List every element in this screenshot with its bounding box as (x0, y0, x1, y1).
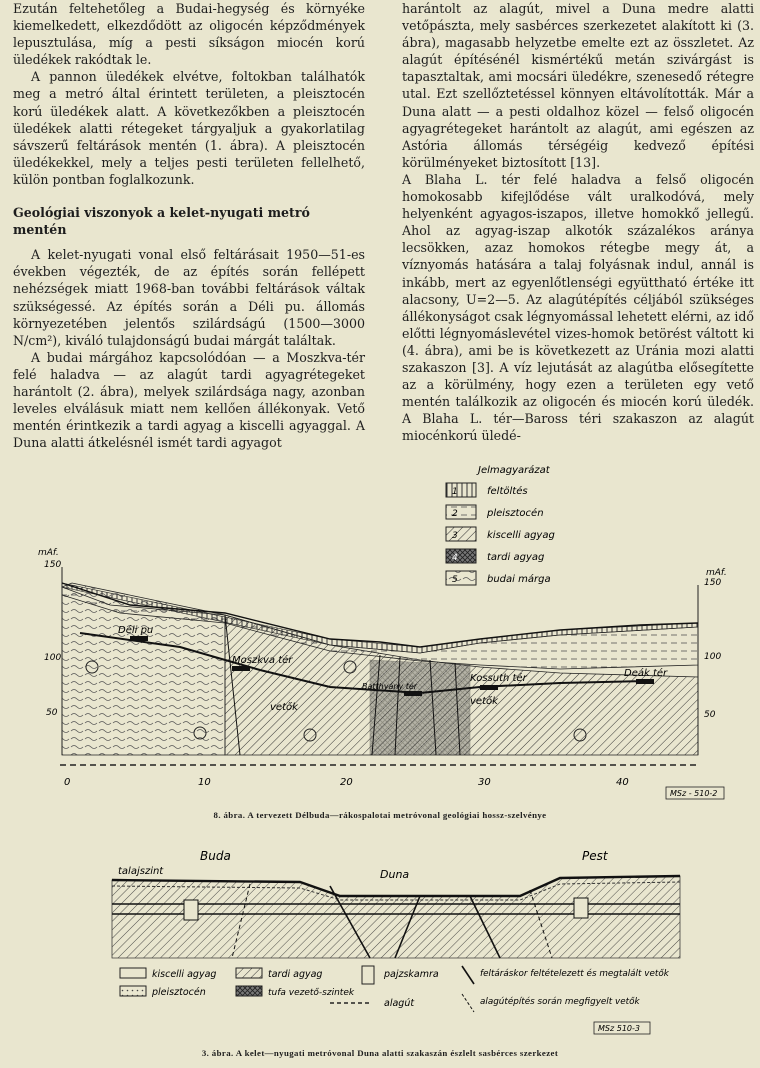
horst-section (112, 876, 680, 958)
section-layers (62, 583, 698, 755)
figure2-code: MSz - 510-2 (670, 789, 718, 798)
station-kossuth-ter: Kossuth tér (470, 673, 527, 684)
label-talajszint: talajszint (118, 866, 164, 877)
geological-section-drawing (0, 455, 760, 800)
section-heading: Geológiai viszonyok a kelet-nyugati metró mentén (13, 205, 310, 238)
distance-axis (60, 765, 700, 788)
veto-label-1: vetők (270, 702, 298, 713)
label-pest: Pest (582, 849, 608, 863)
horst-structure-figure (0, 838, 760, 1043)
x-tick-40: 40 (616, 777, 629, 788)
legend-label-3: kiscelli agyag (487, 530, 555, 541)
legend-item-3 (446, 527, 555, 541)
left-tick-150: 150 (44, 560, 62, 570)
left-paragraph-4: A budai márgához kapcsolódóan — a Moszkva-tér felé haladva — az alagút tardi agyagrétegeket harántolt (2. ábra), melyek szilárdsága nagy, azonban leveles elválásuk miatt nem kellően állékonyak. Vető mentén érintkezik a tardi agyag a kiscelli agyaggal. A Duna alatti átkelésnél ismét tardi agyagot (13, 349, 365, 451)
legend3-pajzskamra: pajzskamra (384, 969, 439, 980)
right-text-column (402, 0, 754, 444)
legend-label-2: pleisztocén (487, 508, 544, 519)
station-deak-ter: Deák tér (624, 668, 668, 679)
right-elevation-axis (698, 568, 727, 755)
right-tick-150: 150 (704, 578, 722, 588)
legend-label-5: budai márga (487, 574, 551, 585)
left-tick-100: 100 (44, 653, 62, 663)
figure2-caption: 8. ábra. A tervezett Délbuda—rákospalotai metróvonal geológiai hossz-szelvénye (213, 810, 547, 820)
left-paragraph-2: A pannon üledékek elvétve, foltokban találhatók meg a metró által érintett területen, a pleisztocén korú üledékek alatt. A következőkben a pleisztocén üledékek alatti rétegeket tárgyaljuk a gyakorlatilag sávszerű feltárások mentén (1. ábra). A pleisztocén üledékekkel, mely a teljes pesti területen fellelhető, külön pontban foglalkozunk. (13, 69, 365, 187)
left-paragraph-1: Ezután feltehetőleg a Budai-hegység és környéke kiemelkedett, elkezdődött az oligocén képződmények lepusztulása, míg a pesti síkságon miocén korú üledékek rakódtak le. (13, 1, 365, 68)
figure3-legend (120, 966, 670, 1012)
legend-label-1: feltöltés (487, 486, 528, 497)
veto-label-2: vetők (470, 696, 498, 707)
x-tick-20: 20 (340, 777, 353, 788)
station-moszkva-ter: Moszkva tér (232, 655, 293, 666)
geological-section-figure (0, 455, 760, 800)
left-tick-50: 50 (46, 708, 58, 718)
label-buda: Buda (200, 849, 231, 863)
figure3-code: MSz 510-3 (598, 1024, 640, 1033)
right-tick-50: 50 (704, 710, 716, 720)
legend3-pleisztocen: pleisztocén (152, 987, 206, 998)
left-text-column (13, 0, 365, 451)
station-batthyany-ter: Batthyány tér (362, 682, 418, 691)
label-duna: Duna (380, 868, 410, 881)
legend3-alagut: alagút (384, 998, 415, 1009)
right-paragraph-1: harántolt az alagút, mivel a Duna medre alatti vetőpászta, mely sasbérces szerkezetet alakított ki (3. ábra), magasabb helyzetbe emelte ezt az összletet. Az alagút építésénél kismértékű metán szivárgást is tapasztaltak, ami mocsári üledékre, szenesedő rétegre utal. Ezt szellőztetéssel könnyen eltávolították. Már a Duna alatt — a pesti oldalhoz közel — felső oligocén agyagrétegeket harántolt az alagút, ami egészen az Astória állomás térségéig kedvező építési körülményeket biztosított [13]. (402, 1, 754, 170)
legend-item-5 (446, 571, 551, 585)
legend3-tufa: tufa vezető-szintek (268, 988, 355, 998)
x-tick-0: 0 (64, 777, 71, 788)
horst-structure-drawing (0, 838, 760, 1043)
legend-num-3: 3 (452, 531, 458, 541)
legend-item-4 (446, 549, 544, 563)
legend3-tardi: tardi agyag (268, 969, 323, 980)
legend-item-1 (446, 483, 528, 497)
legend-item-2 (446, 505, 544, 519)
right-paragraph-2: A Blaha L. tér felé haladva a felső oligocén homokosabb kifejlődése vált uralkodóvá, mely helyenként agyagos-iszapos, illetve homokkő jellegű. Ahol az agyag-iszap alkotók százalékos aránya lecsökken, azaz homokos rétegbe megy át, a víznyomás hatására a talaj folyásnak indul, annál is inkább, mert az egyenlőtlenségi együttható értéke itt alacsony, U=2—5. Az alagútépítés céljából szükséges állékonyságot csak légnyomással lehetett elérni, az idő előtti légnyomáslevétel vizes-homok betörést váltott ki (4. ábra), ami be is következett az Uránia mozi alatti szakaszon [3]. A víz lejutását az alagútba elősegítette az a körülmény, hogy ezen a területen egy vető mentén találkozik az oligocén és miocén korú üledék. A Blaha L. tér—Baross téri szakaszon az alagút miocénkorú üledé- (402, 171, 754, 444)
legend3-megfigyelt-vetok: alagútépítés során megfigyelt vetők (480, 997, 640, 1007)
left-elevation-axis (38, 548, 62, 755)
figure3-caption: 3. ábra. A kelet—nyugati metróvonal Duna alatti szakaszán észlelt sasbérces szerkezet (201, 1048, 559, 1058)
legend-title: Jelmagyarázat (478, 465, 550, 476)
legend-num-2: 2 (452, 509, 458, 519)
legend-num-1: 1 (452, 487, 458, 497)
legend-num-4: 4 (452, 553, 458, 563)
legend-label-4: tardi agyag (487, 552, 545, 563)
x-tick-10: 10 (198, 777, 211, 788)
legend-num-5: 5 (452, 575, 458, 585)
right-tick-100: 100 (704, 652, 722, 662)
left-axis-unit: mAf. (38, 548, 59, 558)
legend3-kiscelli: kiscelli agyag (152, 969, 217, 980)
right-axis-unit: mAf. (706, 568, 727, 578)
x-tick-30: 30 (478, 777, 491, 788)
legend3-feltarasos-vetok: feltáráskor feltételezett és megtalált vetők (480, 969, 669, 979)
station-deli-pu: Déli pu (118, 625, 154, 636)
left-paragraph-3: A kelet-nyugati vonal első feltárásait 1950—51-es években végezték, de az építés során fellépett nehézségek miatt 1968-ban további feltárások váltak szükségessé. Az építés során a Déli pu. állomás környezetében jelentős szilárdságú (1500—3000 N/cm²), kiváló tulajdonságú budai márgát találtak. (13, 247, 365, 348)
